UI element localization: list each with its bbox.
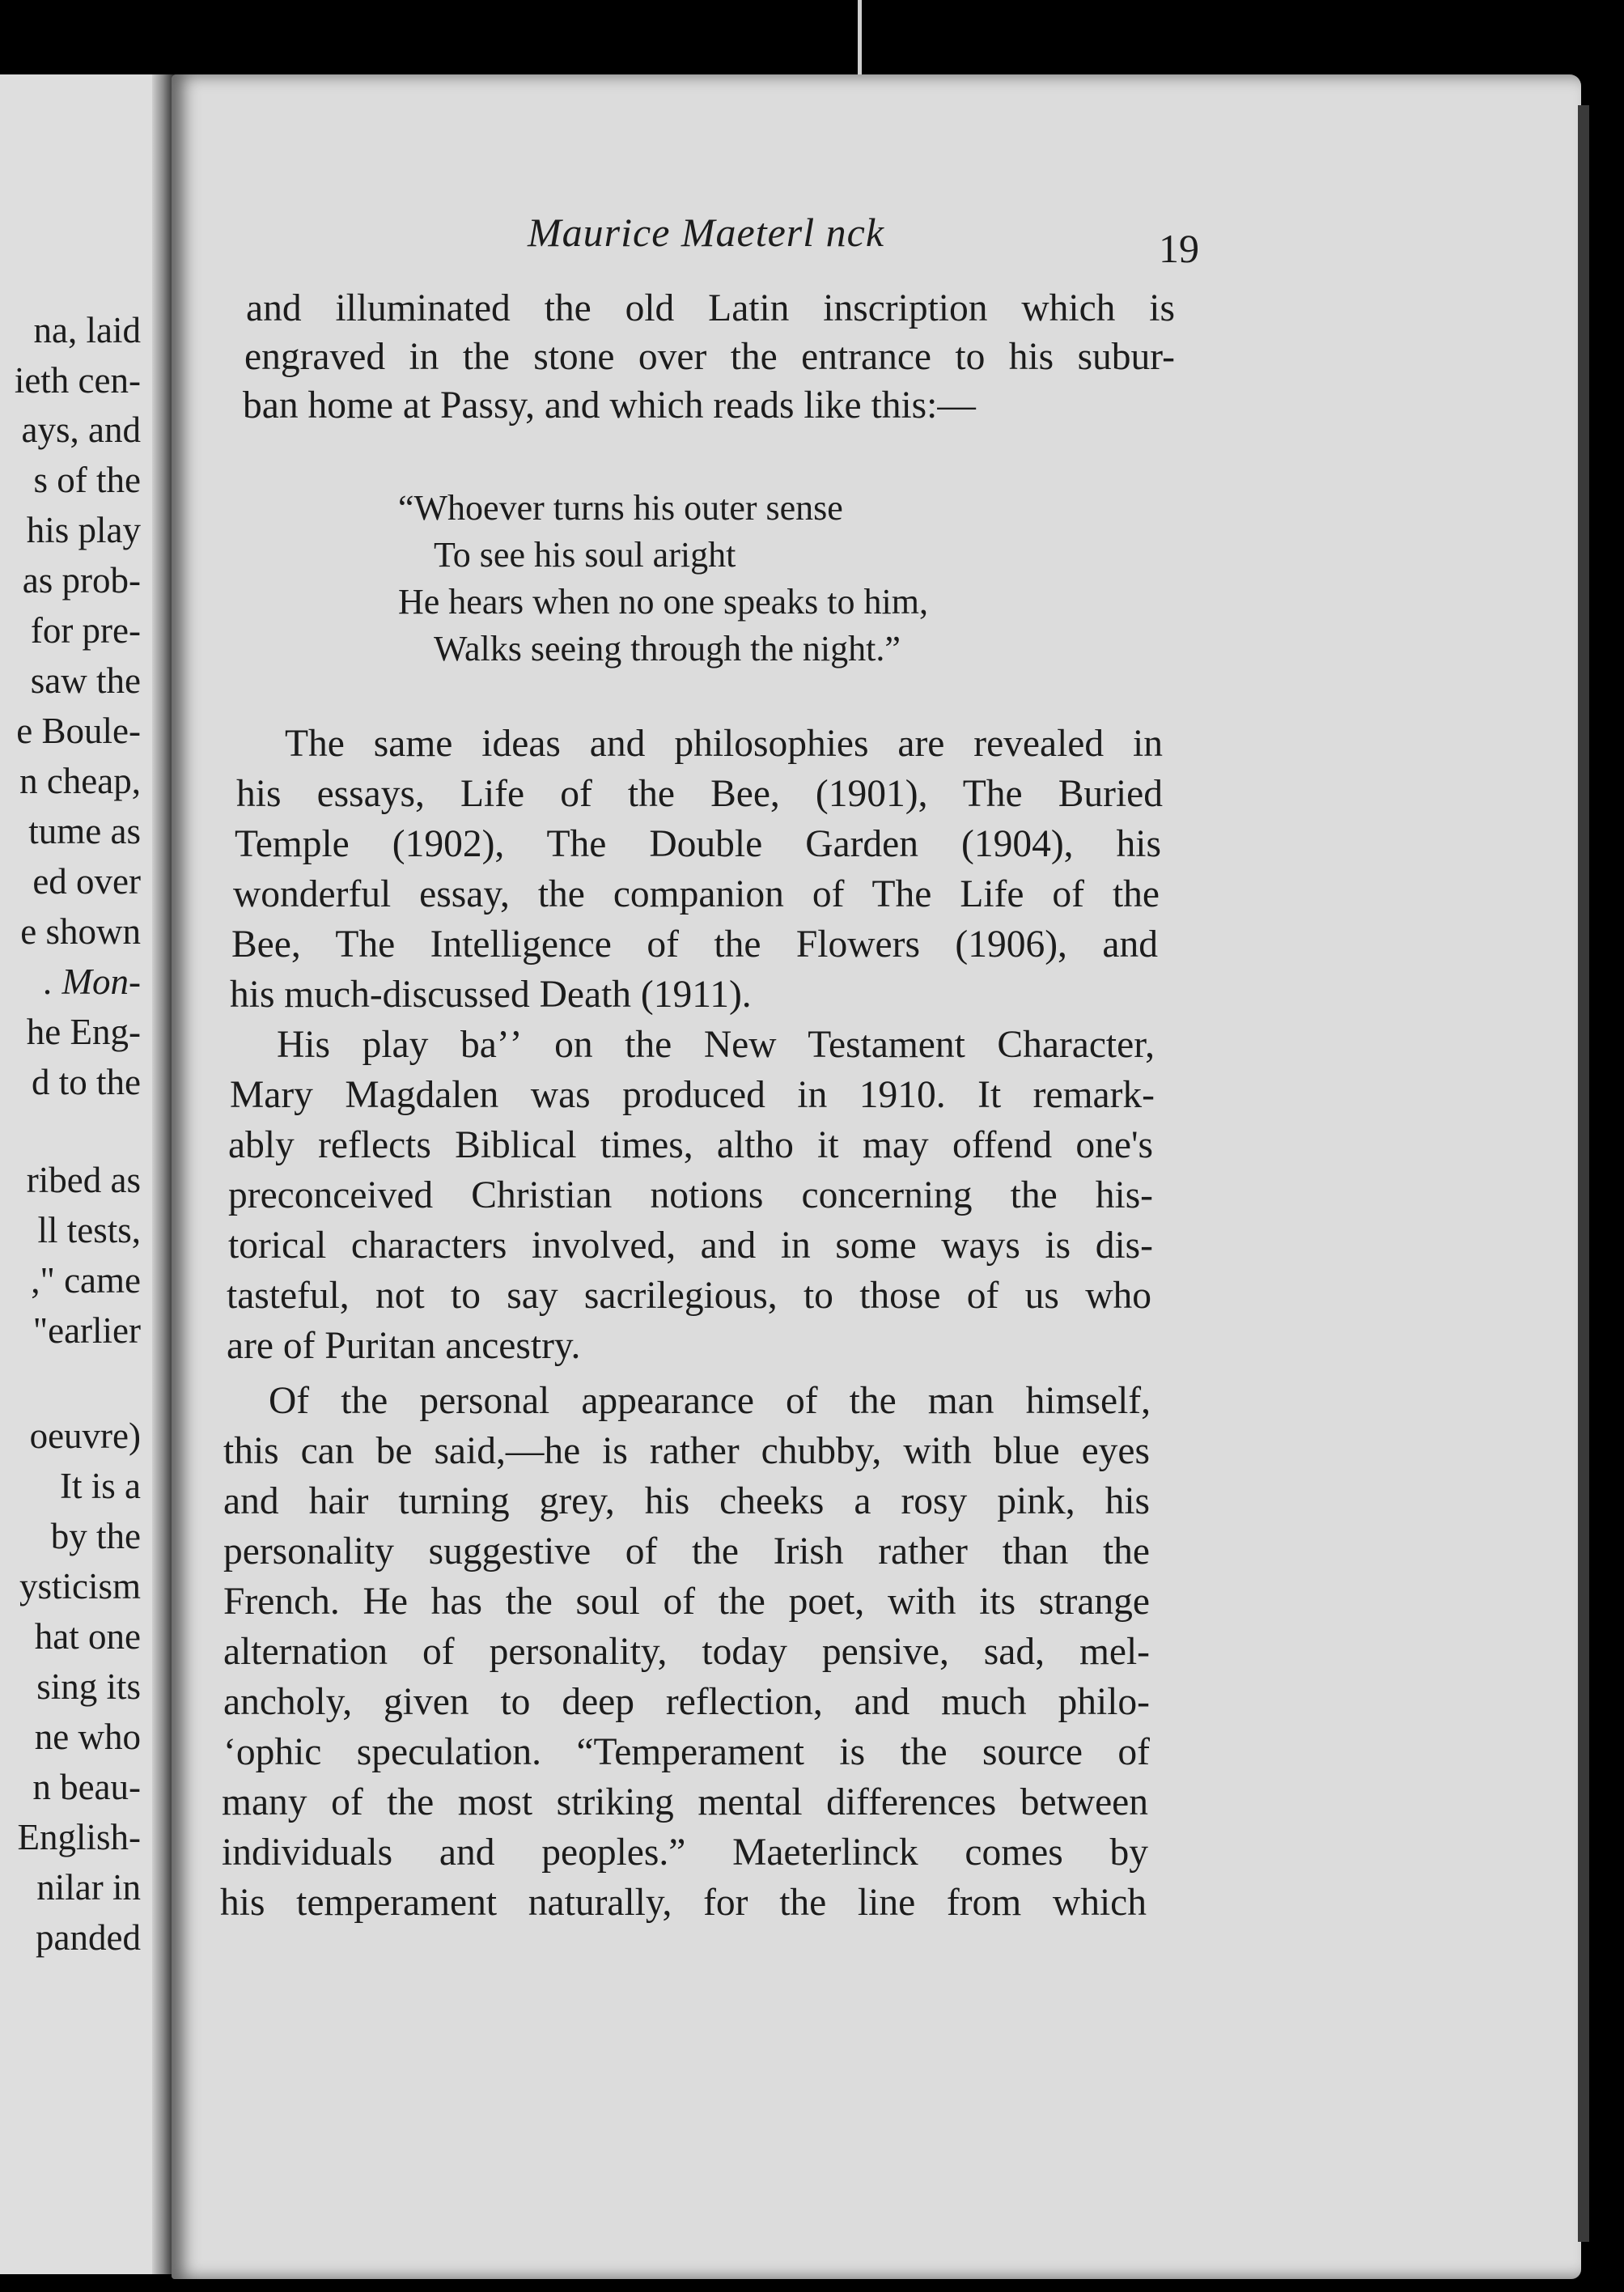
left-line: ll tests,: [37, 1210, 141, 1250]
left-line: d to the: [32, 1062, 141, 1102]
left-line: for pre-: [30, 610, 141, 651]
left-line: It is a: [60, 1466, 141, 1506]
running-head: Maurice Maeterl nck: [528, 210, 885, 255]
left-line: . Mon-: [44, 961, 141, 1002]
left-line: sing its: [36, 1666, 141, 1707]
text-line: ʻophic speculation. “Temperament is the source of: [223, 1731, 1150, 1773]
left-line: ieth cen-: [14, 360, 141, 401]
text-line: individuals and peoples.” Maeterlinck comes by: [222, 1831, 1148, 1874]
text-line: tasteful, not to say sacrilegious, to those of us who: [227, 1275, 1151, 1317]
verse-line: Walks seeing through the night.”: [434, 629, 901, 668]
text-line: French. He has the soul of the poet, with its strange: [223, 1581, 1150, 1623]
left-line: ays, and: [21, 410, 141, 450]
text-line: personality suggestive of the Irish rather than the: [223, 1530, 1150, 1573]
text-line: preconceived Christian notions concerning the his-: [228, 1174, 1153, 1216]
left-line: oeuvre): [29, 1416, 141, 1456]
left-line: e shown: [20, 911, 141, 952]
left-line: he Eng-: [26, 1012, 141, 1052]
page-number: 19: [1159, 226, 1199, 271]
left-line: nilar in: [36, 1867, 141, 1908]
text-line: and hair turning grey, his cheeks a rosy pink, his: [223, 1480, 1150, 1522]
left-line: n beau-: [32, 1767, 141, 1807]
left-line: ysticism: [19, 1566, 141, 1607]
left-line: ribed as: [26, 1160, 141, 1200]
text-line: wonderful essay, the companion of The Life of the: [233, 873, 1160, 915]
left-line: na, laid: [33, 310, 141, 350]
text-line: are of Puritan ancestry.: [227, 1325, 581, 1367]
left-line: s of the: [33, 460, 141, 500]
text-line: torical characters involved, and in some ways is dis-: [228, 1225, 1153, 1267]
left-line: "earlier: [32, 1310, 141, 1351]
text-line: his much-discussed Death (1911).: [230, 974, 752, 1016]
text-line: Bee, The Intelligence of the Flowers (1906), and: [231, 923, 1158, 966]
verse-line: To see his soul aright: [434, 535, 736, 575]
left-line: ed over: [32, 861, 141, 902]
left-line: as prob-: [22, 560, 141, 601]
left-line: panded: [36, 1917, 141, 1958]
left-line: by the: [50, 1516, 141, 1556]
text-line: his essays, Life of the Bee, (1901), The Buried: [236, 773, 1163, 815]
text-line: ably reflects Biblical times, altho it may offend one's: [228, 1124, 1153, 1166]
verse-line: He hears when no one speaks to him,: [398, 582, 928, 622]
verse-line: “Whoever turns his outer sense: [398, 488, 843, 528]
left-page-fragment: [0, 74, 180, 2274]
left-line: e Boule-: [16, 711, 141, 751]
left-line: ," came: [31, 1260, 141, 1301]
text-line: Temple (1902), The Double Garden (1904), his: [235, 823, 1161, 865]
left-line: ne who: [34, 1717, 141, 1757]
text-line: alternation of personality, today pensive, sad, mel-: [223, 1631, 1150, 1673]
left-line: tume as: [28, 811, 141, 851]
text-line: his temperament naturally, for the line from which: [220, 1882, 1147, 1924]
left-line: hat one: [34, 1616, 141, 1657]
text-line: Mary Magdalen was produced in 1910. It remark-: [230, 1074, 1155, 1116]
right-page: [172, 74, 1581, 2279]
text-line: ancholy, given to deep reflection, and much philo-: [223, 1681, 1150, 1723]
film-mark: [858, 0, 862, 81]
text-line: and illuminated the old Latin inscription which is: [246, 287, 1175, 329]
text-line: many of the most striking mental differences between: [222, 1781, 1148, 1823]
left-line: English-: [17, 1817, 141, 1857]
text-line: this can be said,—he is rather chubby, with blue eyes: [223, 1430, 1150, 1472]
left-line: n cheap,: [19, 761, 141, 801]
left-line: his play: [26, 510, 141, 550]
text-line: His play baʼʼ on the New Testament Character,: [277, 1024, 1155, 1066]
text-line: ban home at Passy, and which reads like this:—: [243, 384, 976, 427]
right-page-edge: [1578, 105, 1589, 2242]
left-line: saw the: [30, 660, 141, 701]
text-line: The same ideas and philosophies are revealed in: [285, 723, 1163, 765]
text-line: engraved in the stone over the entrance to his subur-: [244, 336, 1175, 378]
text-line: Of the personal appearance of the man himself,: [269, 1380, 1151, 1422]
